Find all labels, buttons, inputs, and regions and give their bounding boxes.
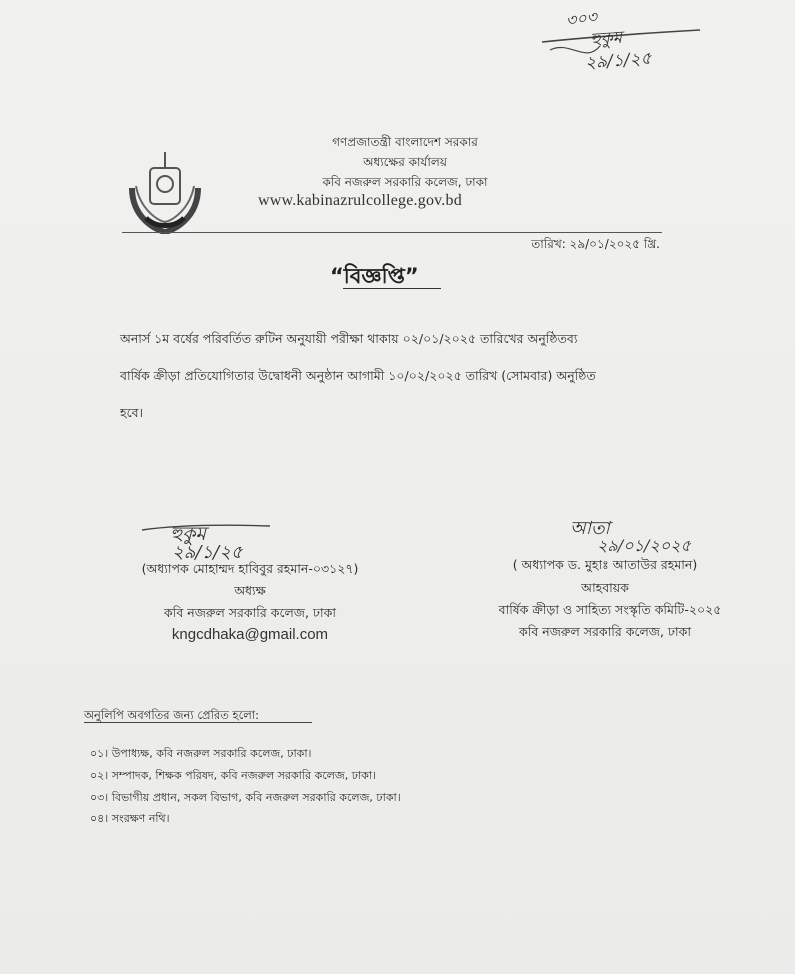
title-underline xyxy=(343,288,441,289)
receipt-signature: হুকুম xyxy=(589,27,623,51)
header-divider xyxy=(122,232,662,233)
right-signatory-committee: বার্ষিক ক্রীড়া ও সাহিত্য সংস্কৃতি কমিটি-২০২৫ xyxy=(498,602,722,617)
college-seal-icon xyxy=(126,148,204,234)
notice-date: তারিখ: ২৯/০১/২০২৫ খ্রি. xyxy=(531,237,660,251)
left-sign-date: ২৯/১/২৫ xyxy=(172,542,243,563)
notice-body-line-3: হবে। xyxy=(120,405,144,420)
left-signatory-designation: অধ্যক্ষ xyxy=(234,583,266,598)
header-govt-line: গণপ্রজাতন্ত্রী বাংলাদেশ সরকার xyxy=(332,135,478,149)
right-signatory-name: ( অধ্যাপক ড. মুহাঃ আতাউর রহমান) xyxy=(512,557,698,572)
copies-item: ০২। সম্পাদক, শিক্ষক পরিষদ, কবি নজরুল সরকারি কলেজ, ঢাকা। xyxy=(90,769,376,782)
right-signatory-designation: আহবায়ক xyxy=(581,580,629,595)
header-office-line: অধ্যক্ষের কার্যালয় xyxy=(363,155,447,169)
left-signatory-institution: কবি নজরুল সরকারি কলেজ, ঢাকা xyxy=(164,605,336,620)
notice-title: “বিজ্ঞপ্তি” xyxy=(330,264,419,288)
notice-body-line-1: অনার্স ১ম বর্ষের পরিবর্তিত রুটিন অনুযায়ী পরীক্ষা থাকায় ০২/০১/২০২৫ তারিখের অনুষ্ঠিতব্য xyxy=(120,331,578,346)
right-sign-date: ২৯/০১/২০২৫ xyxy=(597,536,691,555)
right-signatory-institution: কবি নজরুল সরকারি কলেজ, ঢাকা xyxy=(519,624,691,639)
copies-heading: অনুলিপি অবগতির জন্য প্রেরিত হলো: xyxy=(84,708,259,722)
copies-item: ০৩। বিভাগীয় প্রধান, সকল বিভাগ, কবি নজরুল সরকারি কলেজ, ঢাকা। xyxy=(90,791,401,804)
receipt-date: ২৯/১/২৫ xyxy=(584,48,653,74)
left-signatory-email[interactable]: kngcdhaka@gmail.com xyxy=(171,626,329,643)
left-signature: হুকুম xyxy=(170,523,206,545)
header-college-line: কবি নজরুল সরকারি কলেজ, ঢাকা xyxy=(322,175,488,189)
left-signatory-name: (অধ্যাপক মোহাম্মদ হাবিবুর রহমান-০৩১২৭) xyxy=(141,561,359,576)
copies-item: ০৪। সংরক্ষণ নথি। xyxy=(90,812,170,825)
copies-item: ০১। উপাধ্যক্ষ, কবি নজরুল সরকারি কলেজ, ঢাকা। xyxy=(90,747,312,760)
receipt-number: ৩০৩ xyxy=(564,6,599,31)
right-signature: আতা xyxy=(570,518,610,539)
notice-body-line-2: বার্ষিক ক্রীড়া প্রতিযোগিতার উদ্বোধনী অনুষ্ঠান আগামী ১০/০২/২০২৫ তারিখ (সোমবার) অনুষ্ঠিত xyxy=(120,368,596,383)
copies-heading-underline xyxy=(84,722,312,723)
header-website-link[interactable]: www.kabinazrulcollege.gov.bd xyxy=(258,192,462,209)
